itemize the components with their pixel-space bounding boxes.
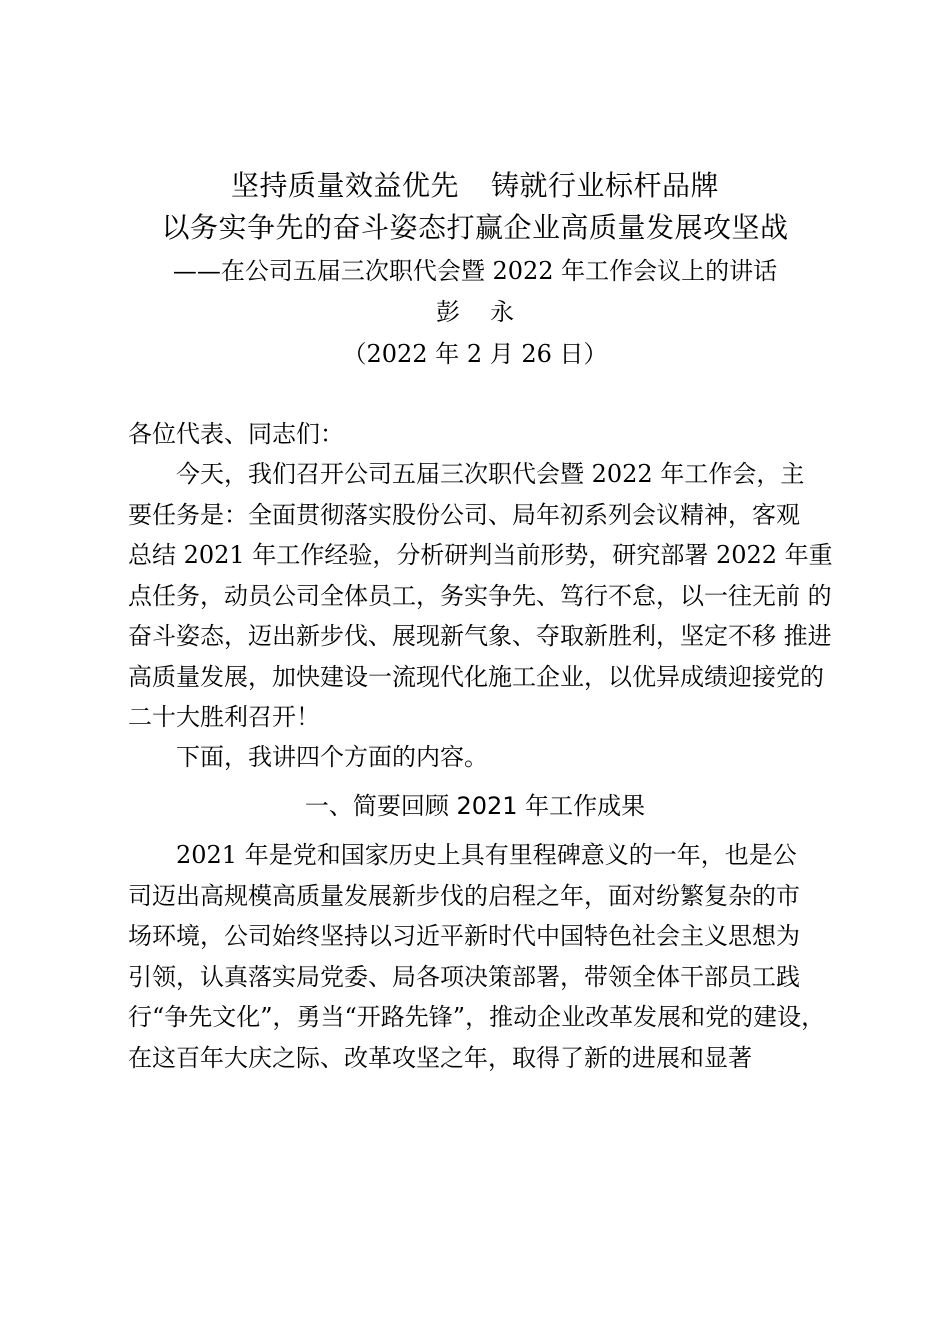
section-heading: 一、简要回顾 2021 年工作成果	[304, 792, 646, 820]
paragraph-3	[128, 835, 848, 1078]
paragraph-2	[128, 737, 848, 778]
paragraph-1	[128, 454, 848, 738]
paragraph-3-line: 场环境，公司始终坚持以习近平新时代中国特色社会主义思想为	[128, 922, 800, 950]
document-author	[0, 296, 950, 328]
title-line-1-part-1: 坚持质量效益优先	[230, 169, 459, 202]
document-date: （2022 年 2 月 26 日）	[342, 340, 608, 368]
paragraph-1-line: 总结 2021 年工作经验，分析研判当前形势，研究部署 2022 年重	[128, 541, 833, 569]
paragraph-3-line: 2021 年是党和国家历史上具有里程碑意义的一年，也是公	[176, 841, 797, 869]
paragraph-3-line: 在这百年大庆之际、改革攻坚之年，取得了新的进展和显著	[128, 1043, 752, 1072]
paragraph-1-line: 要任务是：全面贯彻落实股份公司、局年初系列会议精神，客观	[128, 500, 800, 529]
paragraph-1-line: 二十大胜利召开！	[128, 703, 320, 731]
paragraph-1-line: 点任务，动员公司全体员工，务实争先、笃行不怠，以一往无前 的	[128, 581, 832, 610]
paragraph-1-line: 今天，我们召开公司五届三次职代会暨 2022 年工作会，主	[176, 460, 805, 488]
document-title-line-1	[0, 168, 950, 204]
paragraph-1-line: 奋斗姿态，迈出新步伐、展现新气象、夺取新胜利，坚定不移 推进	[128, 622, 832, 650]
paragraph-3-line: 引领，认真落实局党委、局各项决策部署，带领全体干部员工践	[128, 962, 800, 991]
paragraph-1-line: 高质量发展，加快建设一流现代化施工企业，以优异成绩迎接党的	[128, 662, 824, 691]
paragraph-2-line: 下面，我讲四个方面的内容。	[176, 743, 488, 771]
author-name-part-2: 永	[490, 298, 514, 326]
paragraph-3-line: 司迈出高规模高质量发展新步伐的启程之年，面对纷繁复杂的市	[128, 881, 800, 910]
author-name-part-1: 彭	[436, 298, 460, 326]
title-line-1-part-2: 铸就行业标杆品牌	[491, 169, 720, 202]
salutation: 各位代表、同志们：	[128, 420, 344, 448]
document-title-line-2: 以务实争先的奋斗姿态打赢企业高质量发展攻坚战	[161, 211, 789, 244]
paragraph-3-line: 行“争先文化”，勇当“开路先锋”，推动企业改革发展和党的建设，	[128, 1003, 826, 1031]
document-subtitle: ——在公司五届三次职代会暨 2022 年工作会议上的讲话	[172, 257, 778, 285]
